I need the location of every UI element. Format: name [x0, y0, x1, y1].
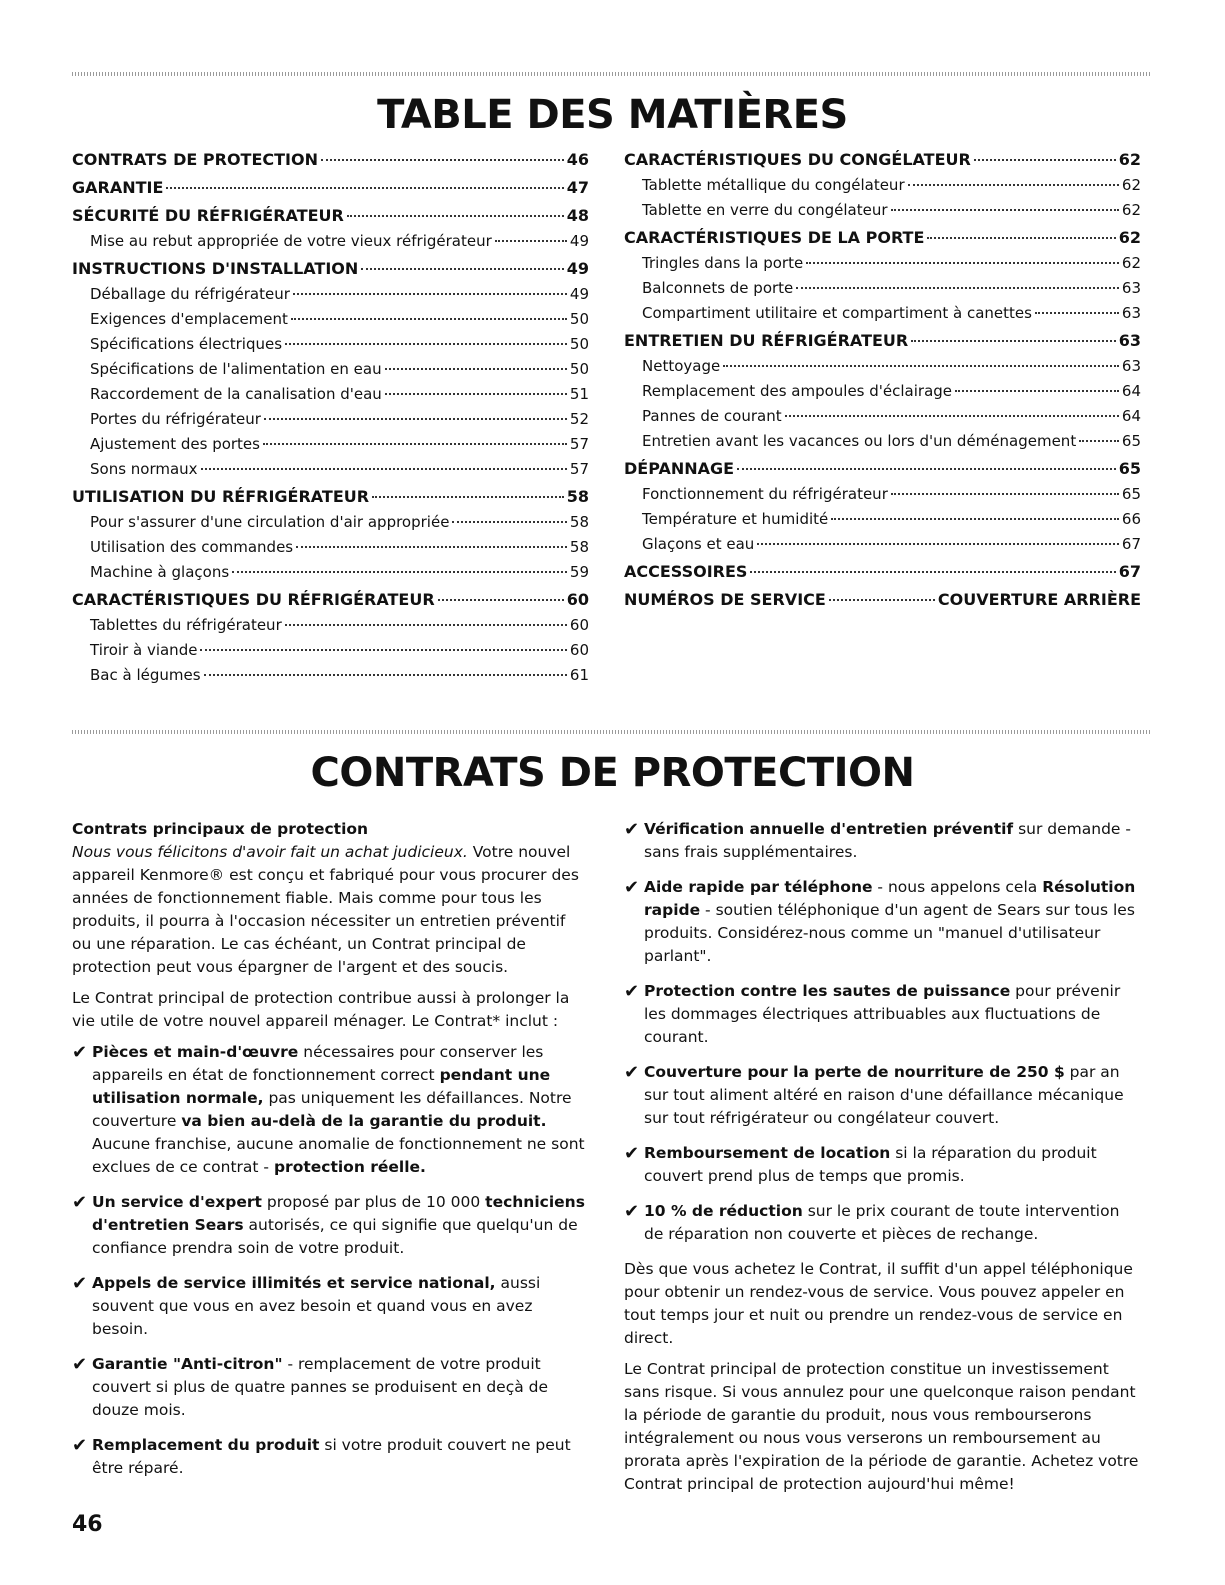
toc-entry-title: Balconnets de porte [642, 279, 794, 297]
benefit-text [644, 1142, 1139, 1188]
benefit-plain-text: si la réparation du produit couvert prend plus de temps que promis. [644, 1144, 1097, 1185]
benefit-bold-text: Garantie "Anti-citron" [92, 1355, 283, 1373]
toc-leader-dots [296, 546, 567, 548]
benefit-bold-text: Couverture pour la perte de nourriture de 250 $ [644, 1063, 1065, 1081]
toc-page-number: 58 [569, 513, 589, 531]
benefit-bold-text: pendant une utilisation normale, [92, 1066, 551, 1107]
benefit-text [644, 1200, 1139, 1246]
toc-page-number: 62 [1118, 228, 1141, 247]
benefit-item [624, 980, 1139, 1049]
toc-entry-title: Mise au rebut appropriée de votre vieux réfrigérateur [90, 232, 492, 250]
toc-subentry [72, 382, 589, 407]
toc-entry-title: Nettoyage [642, 357, 721, 375]
toc-page-number: 62 [1118, 150, 1141, 169]
toc-subentry [72, 332, 589, 357]
contracts-right-column [624, 818, 1139, 1504]
toc-entry-title: CARACTÉRISTIQUES DU RÉFRIGÉRATEUR [72, 590, 435, 609]
toc-entry-title: Glaçons et eau [642, 535, 755, 553]
toc-entry-title: Tablettes du réfrigérateur [90, 616, 282, 634]
benefit-item [72, 1272, 587, 1341]
toc-section-entry [624, 225, 1141, 251]
toc-entry-title: DÉPANNAGE [624, 459, 735, 478]
benefit-item [624, 876, 1139, 968]
toc-leader-dots [1035, 312, 1119, 314]
toc-section-entry [72, 484, 589, 510]
benefit-plain-text: sur le prix courant de toute intervention de réparation non couverte et pièces de rechange. [644, 1202, 1120, 1243]
toc-page-number: 61 [569, 666, 589, 684]
toc-entry-title: Bac à légumes [90, 666, 201, 684]
benefit-item [624, 1142, 1139, 1188]
toc-subentry [624, 301, 1141, 326]
toc-subentry [624, 173, 1141, 198]
benefit-plain-text: - soutien téléphonique d'un agent de Sears sur tous les produits. Considérez-nous comme un "manuel d'utilisateur parlant". [644, 901, 1135, 965]
benefit-bold-text: Vérification annuelle d'entretien préventif [644, 820, 1014, 838]
left-benefit-list [72, 1041, 587, 1480]
benefit-bold-text: 10 % de réduction [644, 1202, 803, 1220]
toc-section-entry [624, 456, 1141, 482]
toc-page-number: 60 [566, 590, 589, 609]
benefit-text [92, 1434, 587, 1480]
benefit-text [644, 980, 1139, 1049]
benefit-bold-text: Aide rapide par téléphone [644, 878, 873, 896]
benefit-item [624, 818, 1139, 864]
toc-subentry [72, 560, 589, 585]
toc-page-number: 62 [1121, 254, 1141, 272]
toc-leader-dots [347, 215, 564, 217]
checkmark-icon: ✔ [72, 1435, 88, 1456]
toc-title: TABLE DES MATIÈRES [377, 92, 848, 138]
benefit-item [72, 1191, 587, 1260]
toc-subentry [624, 379, 1141, 404]
benefit-item [72, 1434, 587, 1480]
benefit-plain-text: proposé par plus de 10 000 [261, 1193, 486, 1211]
benefit-bold-text: Résolution rapide [644, 878, 1136, 919]
toc-leader-dots [723, 365, 1119, 367]
toc-page-number: 59 [569, 563, 589, 581]
toc-page-number: 49 [569, 232, 589, 250]
benefit-bold-text: Pièces et main-d'œuvre [92, 1043, 299, 1061]
toc-section-entry [624, 147, 1141, 173]
benefit-text [644, 1061, 1139, 1130]
toc-leader-dots [1079, 440, 1119, 442]
toc-page-number: 65 [1121, 432, 1141, 450]
toc-leader-dots [293, 293, 567, 295]
contracts-title: CONTRATS DE PROTECTION [310, 750, 915, 796]
toc-subentry [72, 510, 589, 535]
toc-subentry [624, 251, 1141, 276]
toc-page-number: 58 [569, 538, 589, 556]
benefit-plain-text: Aucune franchise, aucune anomalie de fonctionnement ne sont exclues de ce contrat - [92, 1135, 585, 1176]
benefit-bold-text: Protection contre les sautes de puissance [644, 982, 1011, 1000]
toc-leader-dots [829, 599, 935, 601]
toc-section-entry [624, 328, 1141, 354]
toc-page-number: 63 [1121, 357, 1141, 375]
toc-leader-dots [955, 390, 1119, 392]
toc-page-number: 50 [569, 335, 589, 353]
toc-subentry [72, 282, 589, 307]
top-divider [72, 72, 1152, 76]
toc-leader-dots [264, 418, 567, 420]
toc-entry-title: Tringles dans la porte [642, 254, 804, 272]
toc-page-number: 60 [569, 641, 589, 659]
toc-leader-dots [750, 571, 1115, 573]
toc-page-number: 67 [1121, 535, 1141, 553]
benefit-plain-text: pas uniquement les défaillances. Notre couverture [92, 1089, 572, 1130]
benefit-plain-text: nécessaires pour conserver les appareils en état de fonctionnement correct [92, 1043, 544, 1084]
right-paragraph-1: Dès que vous achetez le Contrat, il suffit d'un appel téléphonique pour obtenir un rendez-vous de service. Vous pouvez appeler en tout temps jour et nuit ou prendre un rendez-vous de service en direct. [624, 1260, 1133, 1347]
benefit-bold-text: Remboursement de location [644, 1144, 891, 1162]
toc-entry-title: Tablette métallique du congélateur [642, 176, 905, 194]
toc-page-number: 51 [569, 385, 589, 403]
toc-page-number: 63 [1121, 279, 1141, 297]
toc-leader-dots [452, 521, 566, 523]
toc-entry-title: Compartiment utilitaire et compartiment à canettes [642, 304, 1032, 322]
toc-page-number: 63 [1121, 304, 1141, 322]
intro-paragraph [72, 841, 587, 979]
toc-leader-dots [372, 496, 564, 498]
checkmark-icon: ✔ [624, 877, 640, 898]
toc-leader-dots [263, 443, 567, 445]
toc-leader-dots [232, 571, 567, 573]
toc-entry-title: Raccordement de la canalisation d'eau [90, 385, 382, 403]
checkmark-icon: ✔ [72, 1354, 88, 1375]
benefit-plain-text: - remplacement de votre produit couvert si plus de quatre pannes se produisent en deçà de douze mois. [92, 1355, 549, 1419]
toc-page-number: 57 [569, 435, 589, 453]
toc-page-number: 63 [1118, 331, 1141, 350]
toc-leader-dots [974, 159, 1116, 161]
checkmark-icon: ✔ [624, 981, 640, 1002]
benefit-bold-text: va bien au-delà de la garantie du produit. [181, 1112, 547, 1130]
toc-leader-dots [385, 393, 567, 395]
benefit-item [72, 1353, 587, 1422]
toc-subentry [624, 507, 1141, 532]
toc-subentry [72, 663, 589, 688]
contracts-subtitle: Contrats principaux de protection [72, 820, 369, 838]
toc-entry-title: Tablette en verre du congélateur [642, 201, 888, 219]
toc-page-number: 48 [566, 206, 589, 225]
benefit-plain-text: par an sur tout aliment altéré en raison d'une défaillance mécanique sur tout réfrigérateur ou congélateur couvert. [644, 1063, 1124, 1127]
toc-entry-title: NUMÉROS DE SERVICE [624, 590, 826, 609]
right-paragraph-2: Le Contrat principal de protection constitue un investissement sans risque. Si vous annulez pour une quelconque raison pendant la période de garantie du produit, nous vous rembourserons intégralement ou nous vous verserons un remboursement au prorata après l'expiration de la période de garantie. Achetez votre Contrat principal de protection aujourd'hui même! [624, 1360, 1139, 1493]
toc-entry-title: ENTRETIEN DU RÉFRIGÉRATEUR [624, 331, 909, 350]
benefit-item [624, 1200, 1139, 1246]
toc-leader-dots [285, 624, 567, 626]
toc-left-column [72, 145, 589, 688]
toc-subentry [624, 532, 1141, 557]
benefit-bold-text: techniciens d'entretien Sears [92, 1193, 585, 1234]
toc-entry-title: UTILISATION DU RÉFRIGÉRATEUR [72, 487, 370, 506]
toc-page-number: 67 [1118, 562, 1141, 581]
toc-leader-dots [927, 237, 1115, 239]
benefit-text [644, 876, 1139, 968]
toc-leader-dots [166, 187, 563, 189]
toc-leader-dots [785, 415, 1119, 417]
toc-page-number: 50 [569, 310, 589, 328]
toc-entry-title: Remplacement des ampoules d'éclairage [642, 382, 953, 400]
toc-leader-dots [737, 468, 1116, 470]
benefit-text [92, 1353, 587, 1422]
toc-subentry [624, 429, 1141, 454]
toc-entry-title: Ajustement des portes [90, 435, 260, 453]
toc-page-number: 64 [1121, 382, 1141, 400]
toc-subentry [72, 229, 589, 254]
toc-page-number: 65 [1121, 485, 1141, 503]
toc-entry-title: CARACTÉRISTIQUES DE LA PORTE [624, 228, 925, 247]
toc-leader-dots [361, 268, 563, 270]
toc-subentry [624, 198, 1141, 223]
toc-entry-title: Déballage du réfrigérateur [90, 285, 290, 303]
benefit-plain-text: autorisés, ce qui signifie que quelqu'un de confiance prendra soin de votre produit. [92, 1216, 578, 1257]
toc-leader-dots [891, 209, 1119, 211]
toc-leader-dots [757, 543, 1119, 545]
toc-page-number: 66 [1121, 510, 1141, 528]
includes-paragraph: Le Contrat principal de protection contribue aussi à prolonger la vie utile de votre nouvel appareil ménager. Le Contrat* inclut : [72, 989, 570, 1030]
toc-leader-dots [321, 159, 564, 161]
toc-entry-title: Pannes de courant [642, 407, 782, 425]
toc-right-column [624, 145, 1141, 613]
toc-entry-title: Sons normaux [90, 460, 198, 478]
toc-page-number: 50 [569, 360, 589, 378]
toc-section-entry [624, 587, 1141, 613]
checkmark-icon: ✔ [72, 1042, 88, 1063]
toc-subentry [624, 276, 1141, 301]
toc-entry-title: Pour s'assurer d'une circulation d'air appropriée [90, 513, 450, 531]
benefit-bold-text: Un service d'expert [92, 1193, 262, 1211]
toc-leader-dots [201, 468, 567, 470]
intro-italic: Nous vous félicitons d'avoir fait un achat judicieux. [72, 843, 468, 861]
toc-entry-title: Portes du réfrigérateur [90, 410, 261, 428]
benefit-text [92, 1272, 587, 1341]
toc-section-entry [72, 256, 589, 282]
page-number: 46 [72, 1512, 103, 1537]
toc-leader-dots [285, 343, 567, 345]
toc-entry-title: Utilisation des commandes [90, 538, 294, 556]
checkmark-icon: ✔ [624, 1201, 640, 1222]
toc-entry-title: Fonctionnement du réfrigérateur [642, 485, 888, 503]
toc-leader-dots [908, 184, 1119, 186]
toc-section-entry [72, 203, 589, 229]
benefit-plain-text: pour prévenir les dommages électriques attribuables aux fluctuations de courant. [644, 982, 1121, 1046]
toc-page-number: 62 [1121, 201, 1141, 219]
toc-entry-title: CONTRATS DE PROTECTION [72, 150, 318, 169]
toc-leader-dots [204, 674, 567, 676]
toc-leader-dots [911, 340, 1116, 342]
middle-divider [72, 730, 1152, 734]
toc-page-number: 60 [569, 616, 589, 634]
benefit-bold-text: Remplacement du produit [92, 1436, 320, 1454]
toc-entry-title: Tiroir à viande [90, 641, 198, 659]
toc-page-number: 58 [566, 487, 589, 506]
benefit-item [624, 1061, 1139, 1130]
toc-page-number: 46 [566, 150, 589, 169]
toc-entry-title: CARACTÉRISTIQUES DU CONGÉLATEUR [624, 150, 971, 169]
toc-entry-title: ACCESSOIRES [624, 562, 748, 581]
toc-entry-title: GARANTIE [72, 178, 164, 197]
toc-subentry [624, 482, 1141, 507]
toc-section-entry [72, 587, 589, 613]
benefit-text [92, 1191, 587, 1260]
toc-entry-title: Spécifications de l'alimentation en eau [90, 360, 382, 378]
toc-leader-dots [796, 287, 1119, 289]
toc-subentry [72, 307, 589, 332]
benefit-plain-text: sur demande - sans frais supplémentaires. [644, 820, 1131, 861]
toc-leader-dots [891, 493, 1119, 495]
toc-page-number: 62 [1121, 176, 1141, 194]
toc-entry-title: Machine à glaçons [90, 563, 230, 581]
intro-rest: Votre nouvel appareil Kenmore® est conçu et fabriqué pour vous procurer des années de fonctionnement fiable. Mais comme pour tous les produits, il pourra à l'occasion nécessiter un entretien préventif ou une réparation. Le cas échéant, un Contrat principal de protection peut vous épargner de l'argent et des soucis. [72, 843, 579, 976]
toc-page-number: 52 [569, 410, 589, 428]
toc-leader-dots [291, 318, 567, 320]
toc-entry-title: Spécifications électriques [90, 335, 283, 353]
toc-entry-title: SÉCURITÉ DU RÉFRIGÉRATEUR [72, 206, 344, 225]
toc-subentry [72, 457, 589, 482]
toc-page-number: 65 [1118, 459, 1141, 478]
toc-leader-dots [385, 368, 567, 370]
toc-entry-title: Température et humidité [642, 510, 829, 528]
benefit-text [644, 818, 1139, 864]
toc-subentry [72, 432, 589, 457]
toc-entry-title: INSTRUCTIONS D'INSTALLATION [72, 259, 359, 278]
benefit-plain-text: si votre produit couvert ne peut être réparé. [92, 1436, 571, 1477]
toc-page-number: 64 [1121, 407, 1141, 425]
checkmark-icon: ✔ [624, 1062, 640, 1083]
toc-leader-dots [438, 599, 564, 601]
right-benefit-list [624, 818, 1139, 1246]
contracts-left-column [72, 818, 587, 1492]
toc-subentry [72, 613, 589, 638]
benefit-plain-text: aussi souvent que vous en avez besoin et quand vous en avez besoin. [92, 1274, 541, 1338]
toc-leader-dots [495, 240, 567, 242]
toc-subentry [72, 535, 589, 560]
checkmark-icon: ✔ [624, 1143, 640, 1164]
toc-page-number: 49 [569, 285, 589, 303]
toc-subentry [624, 354, 1141, 379]
toc-subentry [72, 407, 589, 432]
benefit-bold-text: protection réelle. [273, 1158, 426, 1176]
benefit-plain-text: - nous appelons cela [872, 878, 1043, 896]
checkmark-icon: ✔ [72, 1192, 88, 1213]
benefit-text [92, 1041, 587, 1179]
toc-subentry [624, 404, 1141, 429]
toc-leader-dots [831, 518, 1119, 520]
toc-page-number: 49 [566, 259, 589, 278]
toc-entry-title: Entretien avant les vacances ou lors d'un déménagement [642, 432, 1077, 450]
toc-entry-title: Exigences d'emplacement [90, 310, 288, 328]
toc-subentry [72, 357, 589, 382]
toc-section-entry [72, 147, 589, 173]
toc-page-number: 47 [566, 178, 589, 197]
toc-leader-dots [806, 262, 1119, 264]
toc-section-entry [72, 175, 589, 201]
benefit-item [72, 1041, 587, 1179]
toc-section-entry [624, 559, 1141, 585]
toc-leader-dots [200, 649, 566, 651]
toc-page-number: COUVERTURE ARRIÈRE [937, 590, 1141, 609]
checkmark-icon: ✔ [624, 819, 640, 840]
toc-page-number: 57 [569, 460, 589, 478]
checkmark-icon: ✔ [72, 1273, 88, 1294]
benefit-bold-text: Appels de service illimités et service national, [92, 1274, 496, 1292]
toc-subentry [72, 638, 589, 663]
